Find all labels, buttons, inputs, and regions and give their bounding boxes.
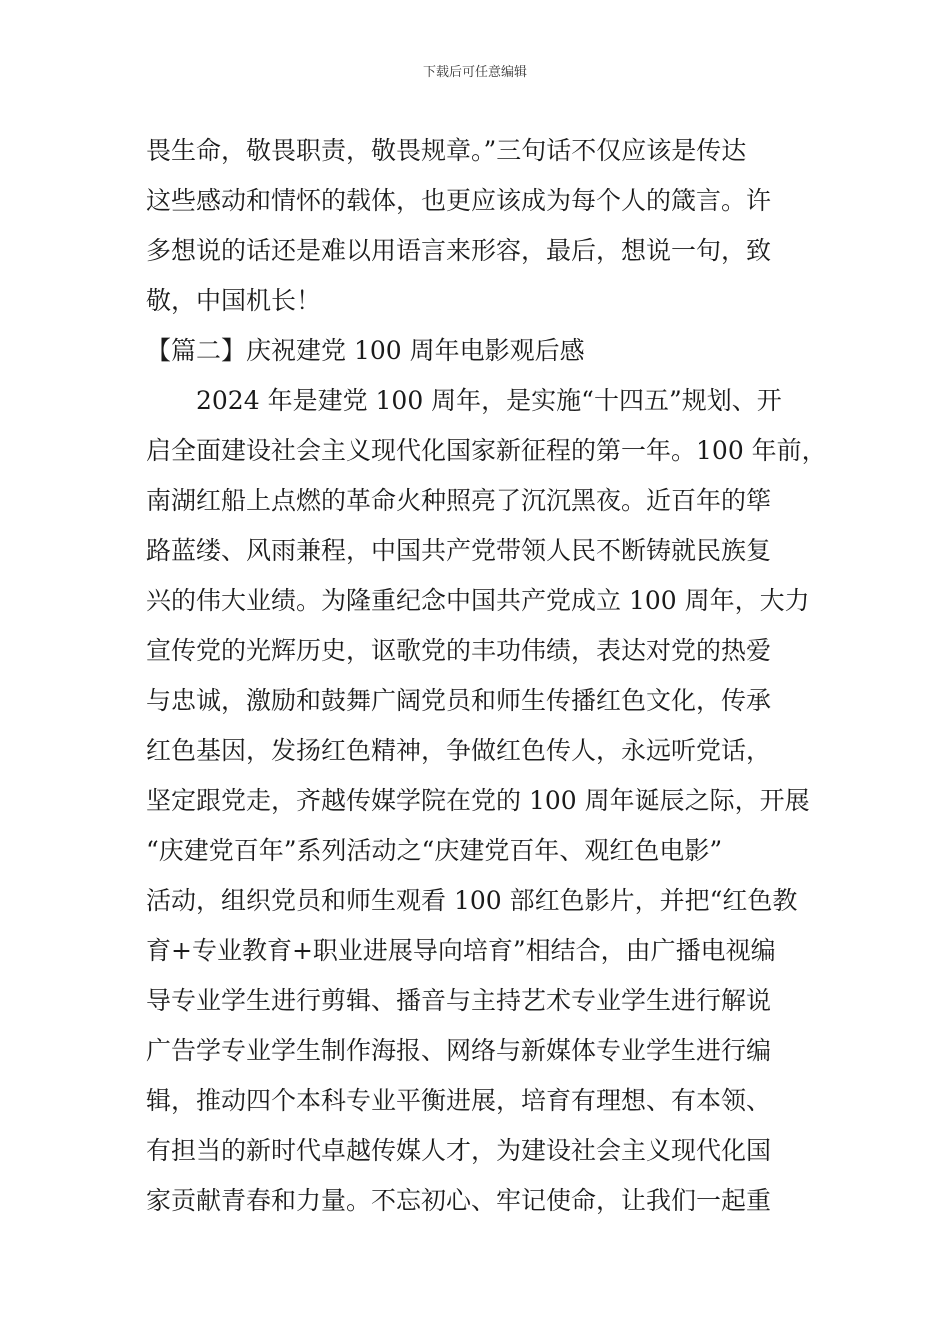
text-line: 辑，推动四个本科专业平衡进展，培育有理想、有本领、 bbox=[146, 1086, 772, 1115]
text-line: 宣传党的光辉历史，讴歌党的丰功伟绩，表达对党的热爱 bbox=[146, 636, 772, 665]
paragraph-first-line: 2024 年是建党 100 周年，是实施“十四五”规划、开 bbox=[196, 386, 782, 415]
text-line: 南湖红船上点燃的革命火种照亮了沉沉黑夜。近百年的筚 bbox=[146, 486, 772, 515]
text-line: 兴的伟大业绩。为隆重纪念中国共产党成立 100 周年，大力 bbox=[146, 586, 810, 615]
text-line: 与忠诚，激励和鼓舞广阔党员和师生传播红色文化，传承 bbox=[146, 686, 772, 715]
text-line: 广告学专业学生制作海报、网络与新媒体专业学生进行编 bbox=[146, 1036, 772, 1065]
text-line: 活动，组织党员和师生观看 100 部红色影片，并把“红色教 bbox=[146, 886, 798, 915]
text-line: 多想说的话还是难以用语言来形容，最后，想说一句，致 bbox=[146, 236, 772, 265]
text-line: 路蓝缕、风雨兼程，中国共产党带领人民不断铸就民族复 bbox=[146, 536, 772, 565]
text-line: 育+专业教育+职业进展导向培育”相结合，由广播电视编 bbox=[146, 936, 776, 965]
text-line: “庆建党百年”系列活动之“庆建党百年、观红色电影” bbox=[146, 836, 723, 865]
text-line: 家贡献青春和力量。不忘初心、牢记使命，让我们一起重 bbox=[146, 1186, 772, 1215]
section-heading: 【篇二】庆祝建党 100 周年电影观后感 bbox=[146, 336, 585, 365]
text-line: 这些感动和情怀的载体，也更应该成为每个人的箴言。许 bbox=[146, 186, 772, 215]
text-line: 畏生命，敬畏职责，敬畏规章。”三句话不仅应该是传达 bbox=[146, 136, 747, 165]
text-line: 坚定跟党走，齐越传媒学院在党的 100 周年诞辰之际，开展 bbox=[146, 786, 810, 815]
text-line: 红色基因，发扬红色精神，争做红色传人，永远听党话， bbox=[146, 736, 772, 765]
text-line: 启全面建设社会主义现代化国家新征程的第一年。100 年前， bbox=[146, 436, 827, 465]
text-line: 敬，中国机长！ bbox=[146, 286, 322, 315]
text-line: 有担当的新时代卓越传媒人才，为建设社会主义现代化国 bbox=[146, 1136, 772, 1165]
page-header: 下载后可任意编辑 bbox=[422, 65, 527, 80]
document-body bbox=[146, 126, 826, 1226]
text-line: 导专业学生进行剪辑、播音与主持艺术专业学生进行解说 bbox=[146, 986, 772, 1015]
